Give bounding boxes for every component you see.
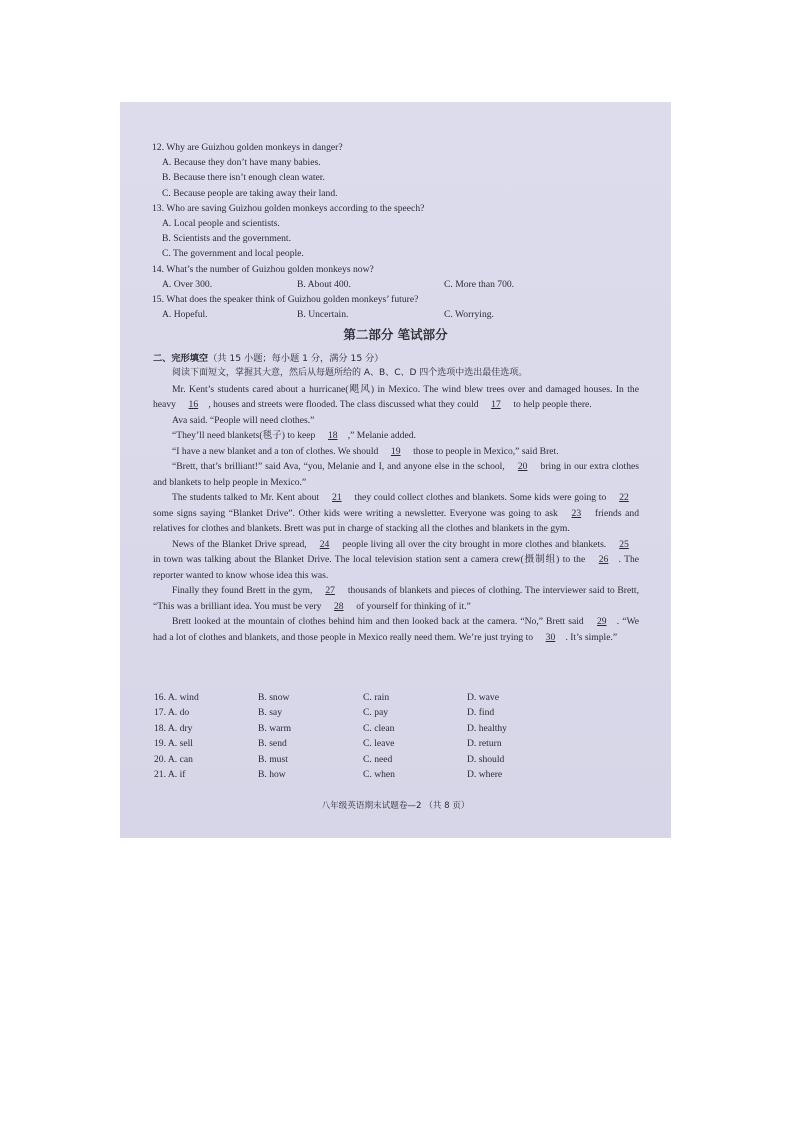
answer-option: A. Local people and scientists.	[162, 218, 280, 230]
cloze-passage	[153, 366, 639, 645]
passage-text: some signs saying “Blanket Drive”. Other kids were writing a newsletter. Everyone was going to ask	[153, 507, 562, 519]
passage-text: “I have a new blanket and a ton of clothes. We should	[172, 445, 381, 457]
choice-option: 18. A. dry	[154, 722, 193, 734]
choice-option: B. how	[258, 768, 286, 780]
answer-option: C. Because people are taking away their land.	[162, 187, 338, 199]
passage-paragraph	[153, 428, 639, 444]
blank-22: 22	[619, 492, 629, 503]
passage-text: those to people in Mexico,” said Bret.	[410, 445, 559, 457]
blank-30: 30	[545, 631, 556, 643]
choice-option: 20. A. can	[154, 753, 193, 765]
exam-page-photo	[120, 102, 671, 838]
passage-text: “Brett, that’s brilliant!” said Ava, “you, Melanie and I, and anyone else in the school,	[172, 461, 508, 472]
choice-option: B. must	[258, 753, 288, 765]
passage-text: Mr. Kent’s students cared about a hurricane(飓风) in Mexico. The wind blew trees over and damaged houses. In the heavy	[153, 383, 639, 410]
choice-option: B. say	[258, 707, 282, 719]
passage-text: Brett looked at the mountain of clothes behind him and then looked back at the camera. “No,” Brett said	[172, 616, 587, 627]
passage-text: people living all over the city brought in more clothes and blankets.	[339, 538, 609, 550]
passage-paragraph	[153, 459, 639, 490]
answer-option: B. Scientists and the government.	[162, 233, 291, 245]
blank-20: 20	[517, 461, 528, 472]
cloze-heading	[153, 350, 384, 364]
choice-row	[154, 767, 634, 782]
choice-option: C. pay	[363, 707, 389, 719]
option-row	[152, 277, 652, 292]
passage-paragraph	[153, 537, 639, 584]
blank-27: 27	[325, 585, 335, 596]
page-footer: 八年级英语期末试题卷—2 （共 8 页）	[321, 801, 470, 811]
blank-16: 16	[188, 399, 199, 410]
answer-option: A. Hopeful.	[162, 309, 208, 321]
answer-option: B. Because there isn’t enough clean water.	[162, 172, 325, 184]
choice-option: C. clean	[363, 722, 395, 734]
blank-29: 29	[596, 616, 607, 627]
choice-option: D. healthy	[467, 722, 507, 734]
choice-row	[154, 690, 634, 705]
choice-option: B. warm	[258, 722, 292, 734]
choice-row	[154, 736, 634, 751]
answer-option: B. Uncertain.	[297, 309, 349, 321]
blank-24: 24	[319, 538, 330, 550]
cloze-choices	[154, 690, 634, 782]
choice-option: B. snow	[258, 692, 290, 703]
question-stem: 13. Who are saving Guizhou golden monkeys according to the speech?	[152, 202, 425, 214]
passage-text: bring in our extra clothes and blankets to help people in Mexico.”	[153, 461, 640, 488]
choice-option: D. where	[467, 768, 503, 780]
choice-option: C. when	[363, 768, 395, 780]
passage-text: , houses and streets were flooded. The class discussed what they could	[208, 399, 481, 410]
choice-option: 21. A. if	[154, 768, 186, 780]
choice-option: D. should	[467, 753, 505, 765]
cloze-scoring-rule: （共 15 小题；每小题 1 分，满分 15 分）	[208, 353, 384, 364]
answer-option: B. About 400.	[297, 278, 351, 290]
listening-section	[152, 140, 652, 322]
blank-17: 17	[491, 399, 501, 410]
choice-option: D. wave	[467, 692, 499, 703]
answer-option: C. More than 700.	[444, 278, 515, 290]
choice-option: C. leave	[363, 738, 395, 750]
answer-option: A. Over 300.	[162, 278, 213, 290]
cloze-instruction: 阅读下面短文，掌握其大意，然后从每题所给的 A、B、C、D 四个选项中选出最佳选项。	[172, 368, 528, 378]
choice-row	[154, 705, 634, 720]
passage-text: they could collect clothes and blankets. Some kids were going to	[351, 492, 609, 503]
choice-option: 16. A. wind	[154, 692, 199, 703]
choice-row	[154, 752, 634, 767]
passage-text: thousands of blankets and pieces of clothing. The interviewer said to Brett, “This was a brilliant idea. You must be very	[153, 585, 639, 612]
choice-option: B. send	[258, 738, 287, 750]
passage-text: “They’ll need blankets(毯子) to keep	[172, 430, 318, 441]
choice-option: D. find	[467, 707, 495, 719]
passage-text: . It’s simple.”	[565, 631, 618, 643]
question-stem: 12. Why are Guizhou golden monkeys in danger?	[152, 142, 343, 153]
blank-18: 18	[327, 430, 338, 441]
passage-text: ,” Melanie added.	[347, 430, 416, 441]
passage-text: The students talked to Mr. Kent about	[172, 492, 322, 503]
choice-option: 19. A. sell	[154, 738, 193, 750]
blank-26: 26	[598, 554, 609, 565]
passage-text: of yourself for thinking of it.”	[353, 600, 471, 612]
blank-19: 19	[390, 445, 401, 457]
passage-text: friends and relatives for clothes and blankets. Brett was put in charge of stacking all the clothes and blankets in the gym.	[153, 507, 639, 534]
blank-21: 21	[332, 492, 342, 503]
choice-option: 17. A. do	[154, 707, 190, 719]
choice-row	[154, 721, 634, 736]
passage-paragraph: Ava said. “People will need clothes.”	[172, 414, 315, 426]
question-stem: 15. What does the speaker think of Guizhou golden monkeys’ future?	[152, 294, 419, 306]
answer-option: C. The government and local people.	[162, 248, 304, 260]
passage-text: Finally they found Brett in the gym,	[172, 585, 316, 596]
cloze-heading-label: 二、完形填空	[153, 353, 209, 364]
answer-option: A. Because they don’t have many babies.	[162, 157, 321, 169]
choice-option: C. need	[363, 753, 393, 765]
blank-25: 25	[619, 538, 629, 550]
option-row	[152, 307, 652, 322]
passage-paragraph	[153, 614, 639, 645]
answer-option: C. Worrying.	[444, 309, 494, 321]
question-stem: 14. What’s the number of Guizhou golden monkeys now?	[152, 263, 374, 275]
passage-paragraph	[153, 490, 639, 537]
part-two-title: 第二部分 笔试部分	[343, 327, 448, 342]
passage-text: . “We had a lot of clothes and blankets, and those people in Mexico really need them. We’re just trying to	[153, 616, 639, 643]
passage-text: in town was talking about the Blanket Drive. The local television station sent a camera crew(摄制组) to the	[153, 554, 589, 565]
passage-text: . The reporter wanted to know whose idea this was.	[153, 554, 639, 581]
blank-23: 23	[571, 507, 582, 519]
blank-28: 28	[334, 600, 344, 612]
choice-option: C. rain	[363, 692, 390, 703]
passage-paragraph	[153, 583, 639, 614]
passage-paragraph	[153, 444, 639, 460]
choice-option: D. return	[467, 738, 502, 750]
passage-paragraph	[153, 382, 639, 413]
passage-text: News of the Blanket Drive spread,	[172, 538, 310, 550]
passage-text: to help people there.	[510, 399, 592, 410]
